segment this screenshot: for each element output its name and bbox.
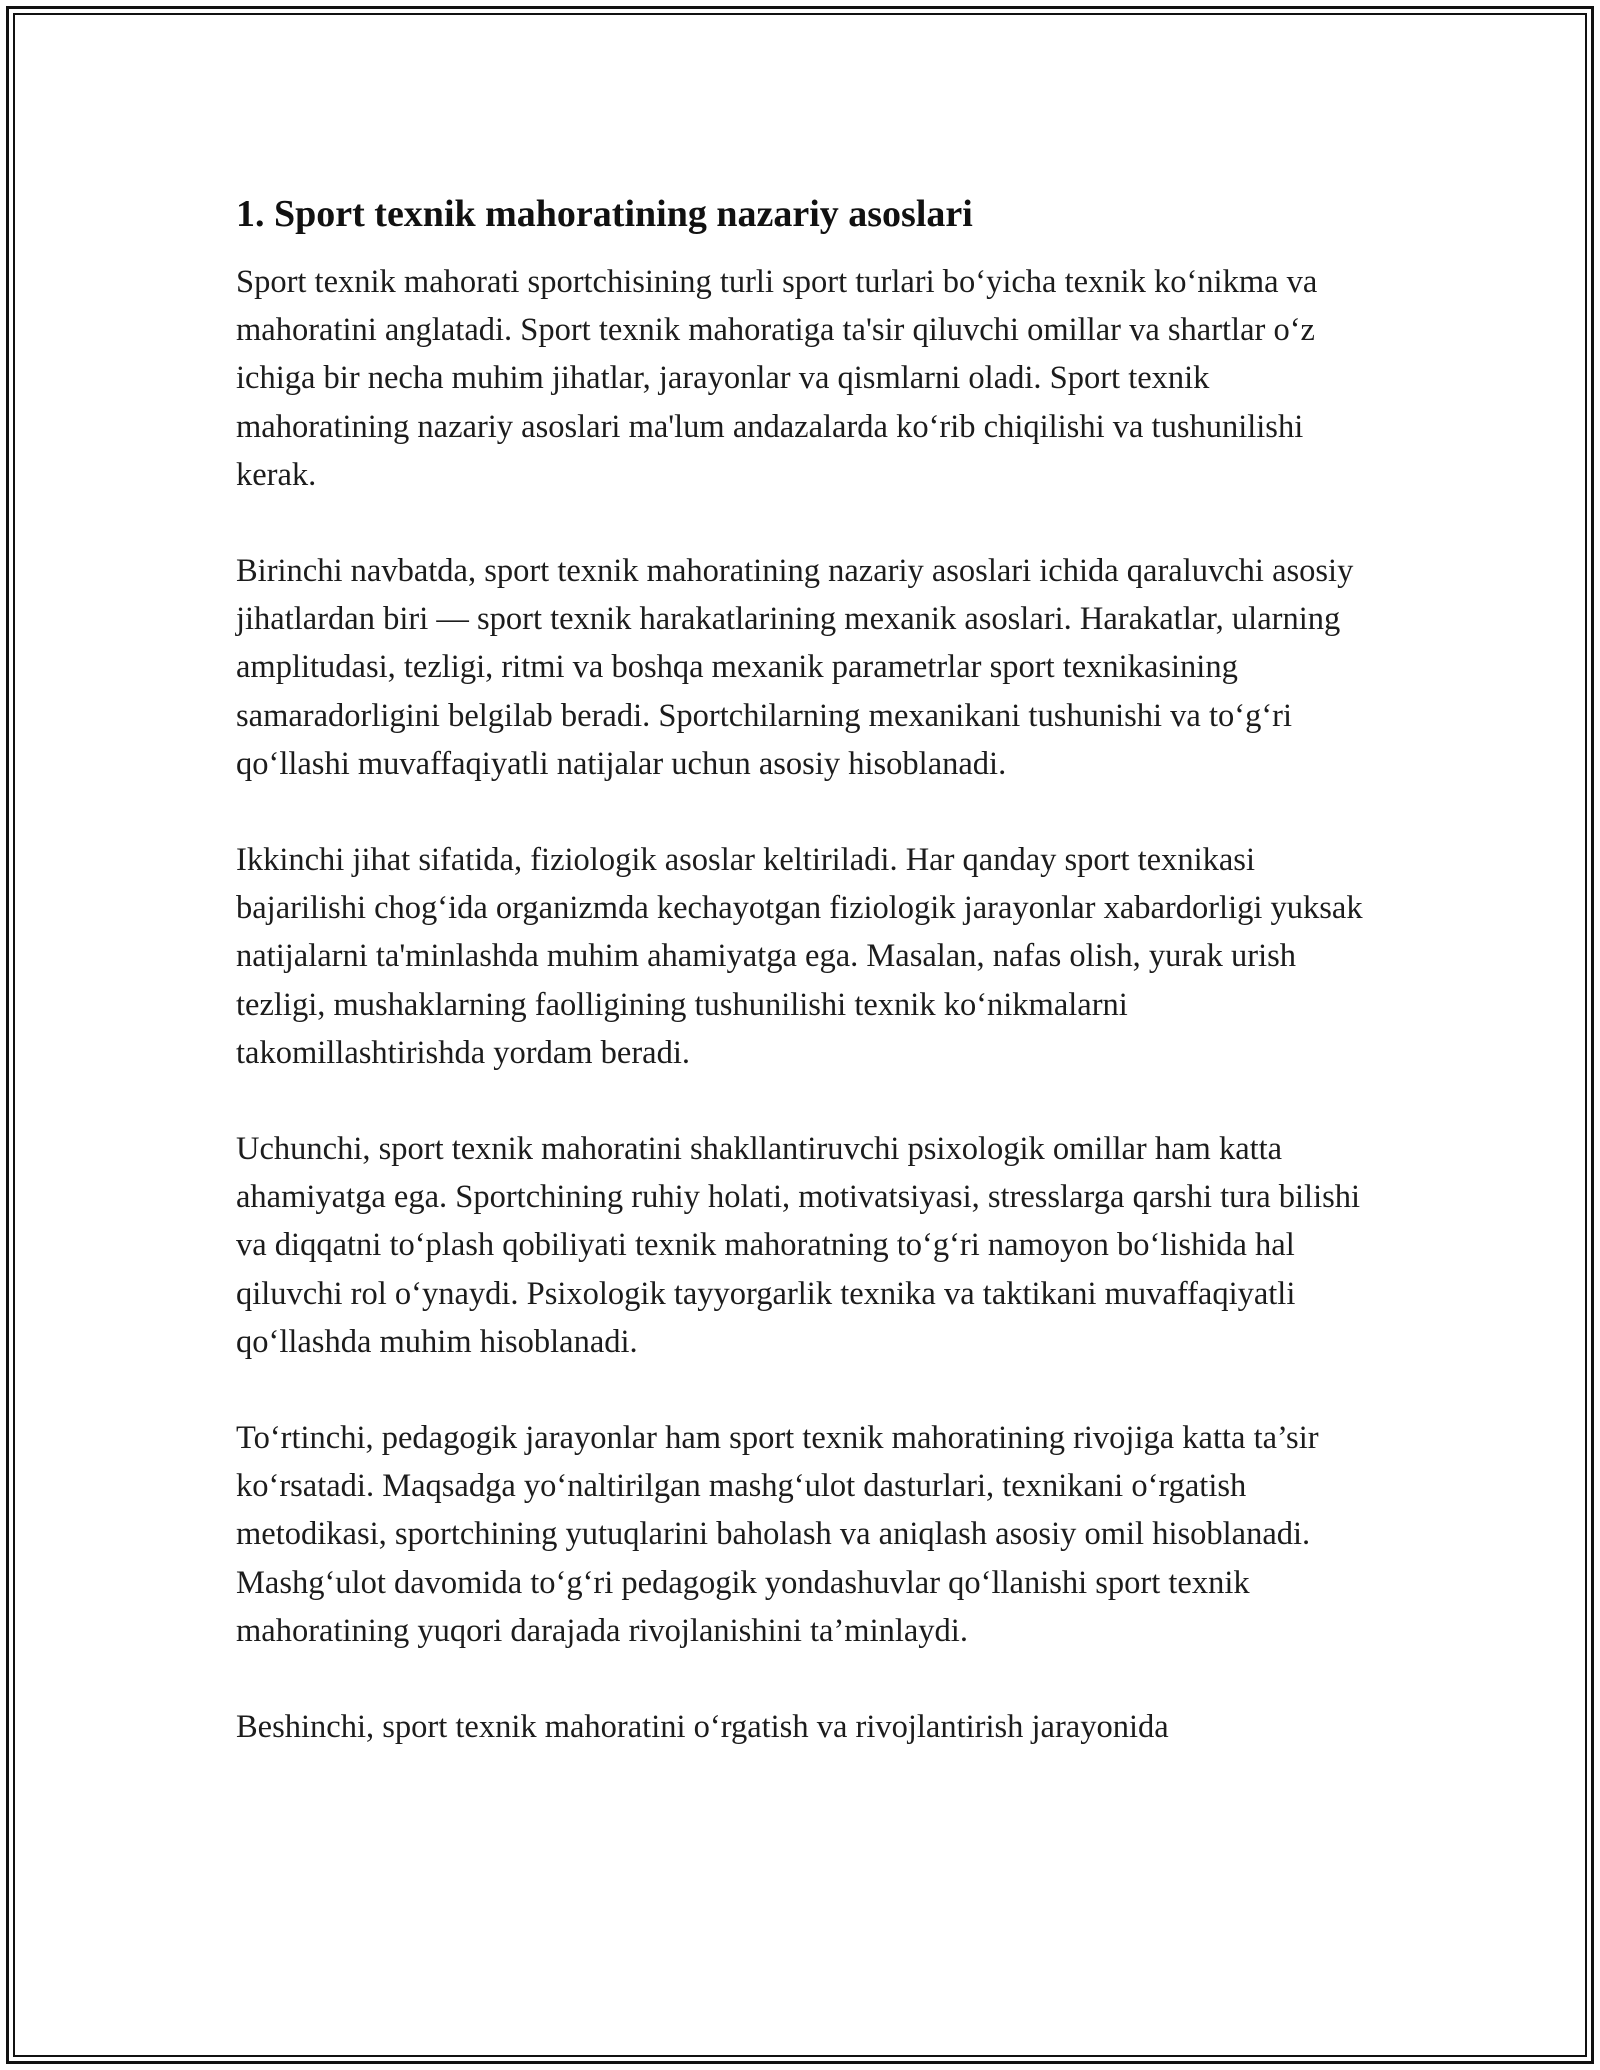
section-heading: 1. Sport texnik mahoratining nazariy asoslari: [236, 193, 973, 235]
paragraph-4: Uchunchi, sport texnik mahoratini shakllantiruvchi psixologik omillar ham katta ahamiyatga ega. Sportchining ruhiy holati, motivatsiyasi, stresslarga qarshi tura bilishi va diqqatni to‘plash qobiliyati texnik mahoratning to‘g‘ri namoyon bo‘lishida hal qiluvchi rol o‘ynaydi. Psixologik tayyorgarlik texnika va taktikani muvaffaqiyatli qo‘llashda muhim hisoblanadi.: [236, 1131, 1361, 1360]
paragraph-5: To‘rtinchi, pedagogik jarayonlar ham sport texnik mahoratining rivojiga katta ta’sir ko‘rsatadi. Maqsadga yo‘naltirilgan mashg‘ulot dasturlari, texnikani o‘rgatish metodikasi, sportchining yutuqlarini baholash va aniqlash asosiy omil hisoblanadi. Mashg‘ulot davomida to‘g‘ri pedagogik yondashuvlar qo‘llanishi sport texnik mahoratining yuqori darajada rivojlanishini ta’minlaydi.: [236, 1420, 1319, 1649]
paragraph-6: Beshinchi, sport texnik mahoratini o‘rgatish va rivojlantirish jarayonida: [236, 1709, 1169, 1746]
paragraph-1: Sport texnik mahorati sportchisining turli sport turlari bo‘yicha texnik ko‘nikma va mahoratini anglatadi. Sport texnik mahoratiga ta'sir qiluvchi omillar va shartlar o‘z ichiga bir necha muhim jihatlar, jarayonlar va qismlarni oladi. Sport texnik mahoratining nazariy asoslari ma'lum andazalarda ko‘rib chiqilishi va tushunilishi kerak.: [236, 264, 1318, 493]
document-body: [236, 190, 1366, 1799]
paragraph-2: Birinchi navbatda, sport texnik mahoratining nazariy asoslari ichida qaraluvchi asosiy jihatlardan biri — sport texnik harakatlarining mexanik asoslari. Harakatlar, ularning amplitudasi, tezligi, ritmi va boshqa mexanik parametrlar sport texnikasining samaradorligini belgilab beradi. Sportchilarning mexanikani tushunishi va to‘g‘ri qo‘llashi muvaffaqiyatli natijalar uchun asosiy hisoblanadi.: [236, 553, 1354, 782]
paragraph-3: Ikkinchi jihat sifatida, fiziologik asoslar keltiriladi. Har qanday sport texnikasi bajarilishi chog‘ida organizmda kechayotgan fiziologik jarayonlar xabardorligi yuksak natijalarni ta'minlashda muhim ahamiyatga ega. Masalan, nafas olish, yurak urish tezligi, mushaklarning faolligining tushunilishi texnik ko‘nikmalarni takomillashtirishda yordam beradi.: [236, 842, 1363, 1071]
